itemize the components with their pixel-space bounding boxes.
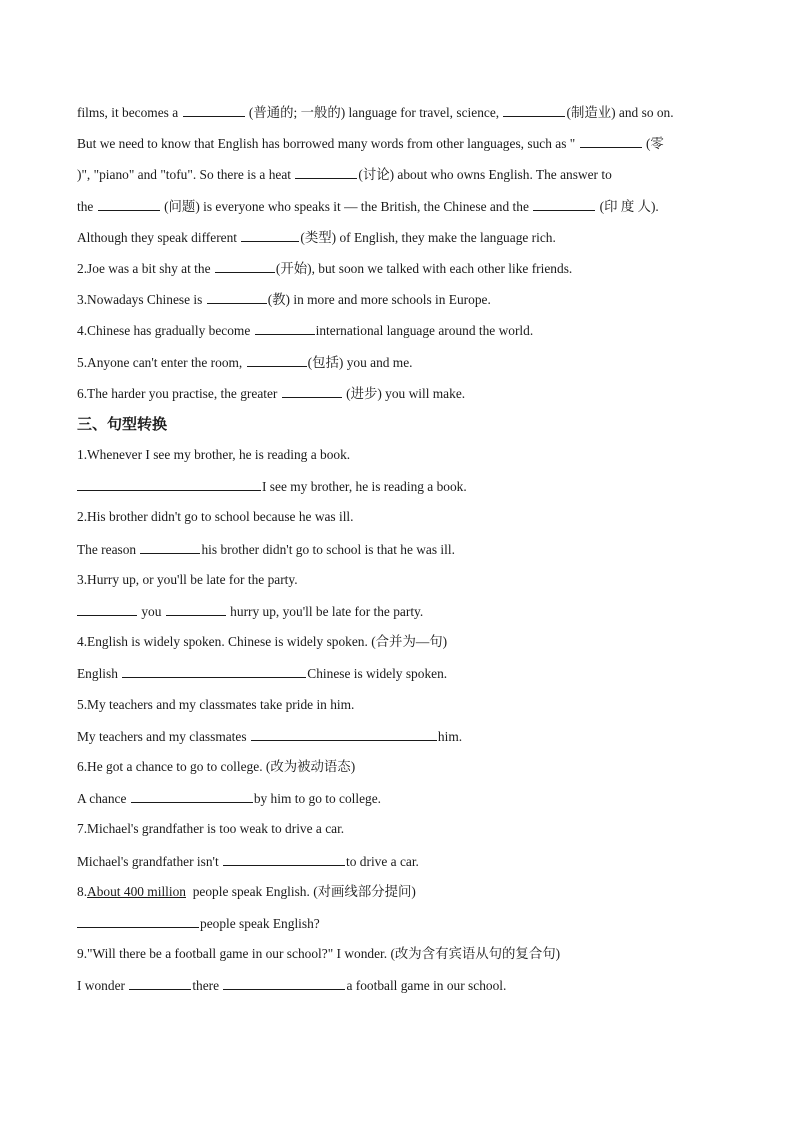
answer-blank[interactable] <box>247 353 307 367</box>
passage-text: films, it becomes a <box>77 105 179 120</box>
answer-blank[interactable] <box>98 197 160 211</box>
transform-question-5 <box>77 696 734 714</box>
answer-text: there <box>192 978 220 993</box>
answer-text: by him to go to college. <box>253 791 382 806</box>
transform-question-7 <box>77 820 734 838</box>
answer-text: hurry up, you'll be late for the party. <box>230 604 424 619</box>
passage-line-5 <box>77 228 734 247</box>
question-text: 7.Michael's grandfather is too weak to drive a car. <box>77 821 345 836</box>
answer-text: people speak English? <box>200 916 320 931</box>
question-2 <box>77 259 734 278</box>
question-text: 5.Anyone can't enter the room, <box>77 355 243 370</box>
transform-question-8 <box>77 883 734 901</box>
answer-text: to drive a car. <box>346 854 419 869</box>
transform-question-4 <box>77 633 734 651</box>
transform-answer-8 <box>77 914 734 933</box>
transform-answer-5 <box>77 727 734 746</box>
passage-text: (类型) of English, they make the language rich. <box>300 230 556 245</box>
passage-text: (制造业) and so on. <box>566 105 674 120</box>
transform-answer-9 <box>77 976 734 995</box>
answer-text: The reason <box>77 542 137 557</box>
question-6 <box>77 384 734 403</box>
question-text: 3.Hurry up, or you'll be late for the party. <box>77 572 298 587</box>
question-3 <box>77 290 734 309</box>
question-4 <box>77 321 734 340</box>
question-number: 8. <box>77 884 88 899</box>
passage-text: But we need to know that English has borrowed many words from other languages, such as " <box>77 136 576 151</box>
section-heading: 三、句型转换 <box>77 415 168 433</box>
answer-text: you <box>141 604 162 619</box>
answer-blank[interactable] <box>251 727 437 741</box>
question-text: 4.Chinese has gradually become <box>77 323 251 338</box>
answer-blank[interactable] <box>131 789 253 803</box>
answer-text: I see my brother, he is reading a book. <box>262 479 467 494</box>
answer-blank[interactable] <box>215 259 275 273</box>
question-text: 5.My teachers and my classmates take pride in him. <box>77 697 355 712</box>
passage-line-1 <box>77 103 734 122</box>
answer-blank[interactable] <box>129 976 191 990</box>
answer-text: Chinese is widely spoken. <box>307 666 448 681</box>
question-text: (包括) you and me. <box>307 355 413 370</box>
question-text: (进步) you will make. <box>346 386 466 401</box>
transform-answer-7 <box>77 852 734 871</box>
answer-text: Michael's grandfather isn't <box>77 854 219 869</box>
passage-text: the <box>77 199 94 214</box>
transform-answer-2 <box>77 540 734 559</box>
answer-blank[interactable] <box>580 134 642 148</box>
underlined-phrase: About 400 million <box>87 884 186 899</box>
passage-text: (讨论) about who owns English. The answer to <box>358 167 612 182</box>
answer-blank[interactable] <box>223 852 345 866</box>
passage-text: (问题) is everyone who speaks it — the British, the Chinese and the <box>164 199 529 214</box>
answer-blank[interactable] <box>77 477 261 491</box>
answer-text: English <box>77 666 118 681</box>
passage-text: (零 <box>645 136 664 151</box>
question-text: (教) in more and more schools in Europe. <box>267 292 491 307</box>
question-text: international language around the world. <box>315 323 534 338</box>
answer-blank[interactable] <box>223 976 345 990</box>
transform-answer-1 <box>77 477 734 496</box>
question-text: 9."Will there be a football game in our school?" I wonder. (改为含有宾语从句的复合句) <box>77 946 561 961</box>
answer-blank[interactable] <box>282 384 342 398</box>
answer-blank[interactable] <box>241 228 299 242</box>
passage-line-2 <box>77 134 734 153</box>
answer-blank[interactable] <box>166 602 226 616</box>
answer-text: his brother didn't go to school is that he was ill. <box>201 542 455 557</box>
transform-answer-6 <box>77 789 734 808</box>
passage-text: Although they speak different <box>77 230 238 245</box>
question-text: 6.He got a chance to go to college. (改为被动语态) <box>77 759 356 774</box>
answer-text: My teachers and my classmates <box>77 729 247 744</box>
answer-text: I wonder <box>77 978 125 993</box>
transform-answer-3 <box>77 602 734 621</box>
question-text: people speak English. (对画线部分提问) <box>192 884 416 899</box>
transform-question-3 <box>77 571 734 589</box>
transform-question-1 <box>77 446 734 464</box>
answer-text: him. <box>437 729 463 744</box>
answer-text: A chance <box>77 791 127 806</box>
transform-answer-4 <box>77 664 734 683</box>
transform-question-2 <box>77 508 734 526</box>
question-text: (开始), but soon we talked with each other like friends. <box>275 261 573 276</box>
answer-blank[interactable] <box>207 290 267 304</box>
answer-blank[interactable] <box>77 914 199 928</box>
question-text: 1.Whenever I see my brother, he is reading a book. <box>77 447 351 462</box>
question-text: 3.Nowadays Chinese is <box>77 292 203 307</box>
answer-blank[interactable] <box>503 103 565 117</box>
answer-blank[interactable] <box>77 602 137 616</box>
question-text: 6.The harder you practise, the greater <box>77 386 278 401</box>
answer-text: a football game in our school. <box>346 978 507 993</box>
passage-text: (普通的; 一般的) language for travel, science, <box>248 105 500 120</box>
answer-blank[interactable] <box>140 540 200 554</box>
answer-blank[interactable] <box>533 197 595 211</box>
transform-question-9 <box>77 945 734 963</box>
passage-line-3 <box>77 165 734 184</box>
passage-text: )", "piano" and "tofu". So there is a heat <box>77 167 292 182</box>
answer-blank[interactable] <box>255 321 315 335</box>
question-5 <box>77 353 734 372</box>
passage-line-4 <box>77 197 734 216</box>
answer-blank[interactable] <box>122 664 306 678</box>
transform-question-6 <box>77 758 734 776</box>
answer-blank[interactable] <box>295 165 357 179</box>
answer-blank[interactable] <box>183 103 245 117</box>
question-text: 2.His brother didn't go to school because he was ill. <box>77 509 354 524</box>
question-text: 2.Joe was a bit shy at the <box>77 261 211 276</box>
passage-text: (印 度 人). <box>599 199 659 214</box>
question-text: 4.English is widely spoken. Chinese is widely spoken. (合并为—句) <box>77 634 448 649</box>
